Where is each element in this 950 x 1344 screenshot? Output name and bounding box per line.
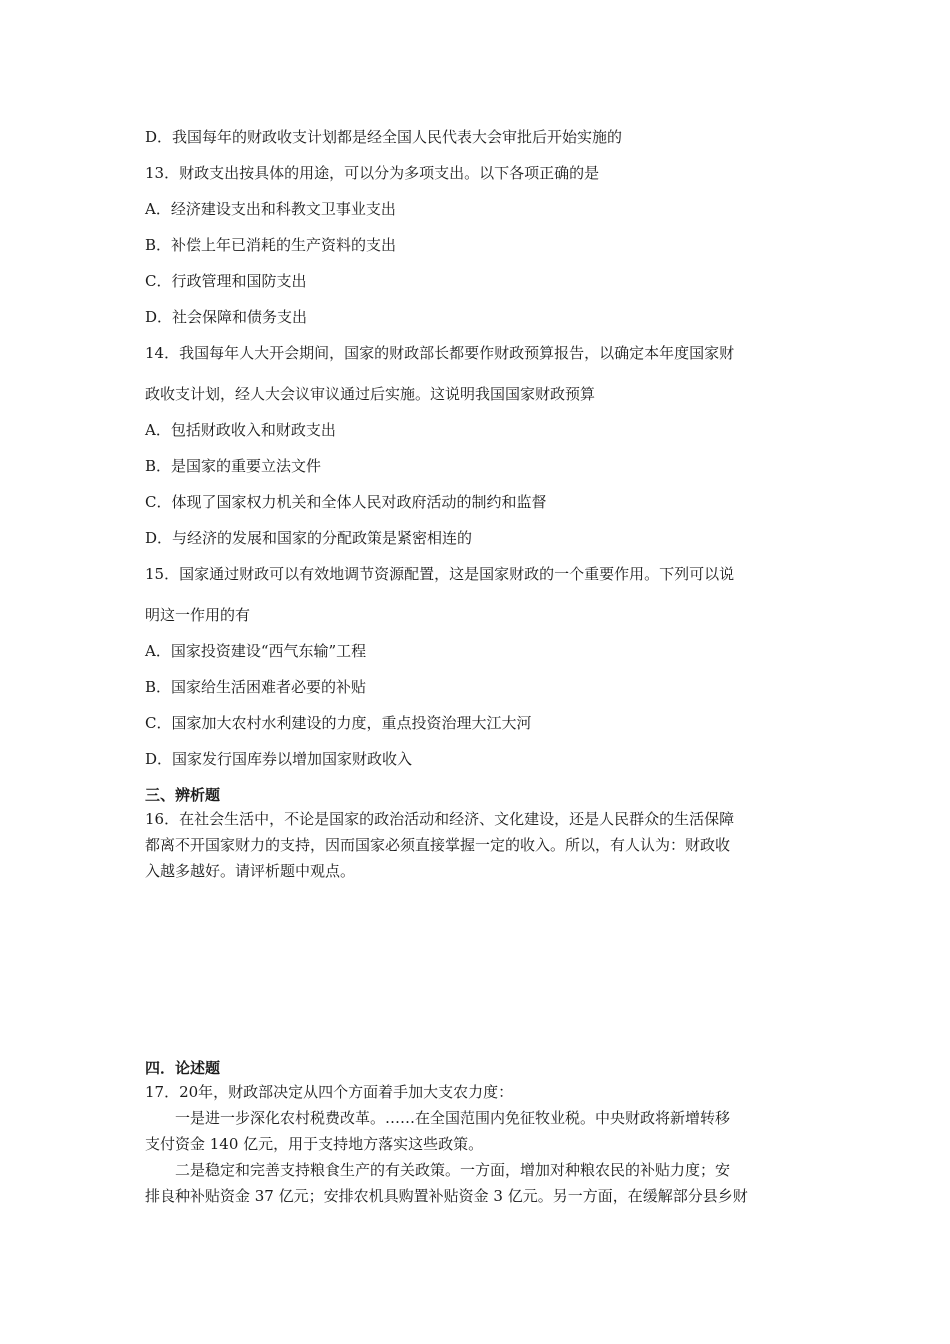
q14-stem-line1: 14．我国每年人大开会期间，国家的财政部长都要作财政预算报告，以确定本年度国家财 (145, 344, 735, 362)
q15-stem-line2: 明这一作用的有 (145, 606, 251, 624)
q15-stem-line1: 15．国家通过财政可以有效地调节资源配置，这是国家财政的一个重要作用。下列可以说 (145, 565, 735, 583)
q17-intro: 17．20年，财政部决定从四个方面着手加大支农力度： (145, 1083, 514, 1101)
q14-option-b: B．是国家的重要立法文件 (145, 457, 322, 475)
q14-option-c: C．体现了国家权力机关和全体人民对政府活动的制约和监督 (145, 493, 547, 511)
q13-stem: 13．财政支出按具体的用途，可以分为多项支出。以下各项正确的是 (145, 164, 600, 182)
q15-option-b: B．国家给生活困难者必要的补贴 (145, 678, 367, 696)
q14-stem-line2: 政收支计划，经人大会议审议通过后实施。这说明我国国家财政预算 (145, 385, 596, 403)
section-3-title: 三、辨析题 (145, 786, 221, 804)
q17-text (145, 1079, 810, 1209)
q16-line-2: 都离不开国家财力的支持，因而国家必须直接掌握一定的收入。所以，有人认为：财政收 (145, 836, 731, 854)
q12-option-d: D．我国每年的财政收支计划都是经全国人民代表大会审批后开始实施的 (145, 128, 623, 146)
q17-p1-line1: 一是进一步深化农村税费改革。……在全国范围内免征牧业税。中央财政将新增转移 (175, 1109, 731, 1127)
q16-line-1: 16．在社会生活中，不论是国家的政治活动和经济、文化建设，还是人民群众的生活保障 (145, 810, 735, 828)
q16-line-3: 入越多越好。请评析题中观点。 (145, 862, 356, 880)
q13-option-a: A．经济建设支出和科教文卫事业支出 (145, 200, 396, 218)
q16-text (145, 806, 810, 884)
q14-option-a: A．包括财政收入和财政支出 (145, 421, 336, 439)
q15-option-d: D．国家发行国库券以增加国家财政收入 (145, 750, 413, 768)
q14-option-d: D．与经济的发展和国家的分配政策是紧密相连的 (145, 529, 473, 547)
q15-option-a: A．国家投资建设“西气东输”工程 (145, 642, 367, 660)
section-4-title: 四．论述题 (145, 1059, 221, 1077)
q17-p2-line1: 二是稳定和完善支持粮食生产的有关政策。一方面，增加对种粮农民的补贴力度；安 (175, 1161, 731, 1179)
q13-option-c: C．行政管理和国防支出 (145, 272, 307, 290)
q17-p2-line2: 排良种补贴资金 37 亿元；安排农机具购置补贴资金 3 亿元。另一方面，在缓解部分县乡财 (145, 1187, 748, 1205)
q15-option-c: C．国家加大农村水利建设的力度，重点投资治理大江大河 (145, 714, 532, 732)
q13-option-d: D．社会保障和债务支出 (145, 308, 308, 326)
q13-option-b: B．补偿上年已消耗的生产资料的支出 (145, 236, 397, 254)
q17-p1-line2: 支付资金 140 亿元，用于支持地方落实这些政策。 (145, 1135, 484, 1153)
